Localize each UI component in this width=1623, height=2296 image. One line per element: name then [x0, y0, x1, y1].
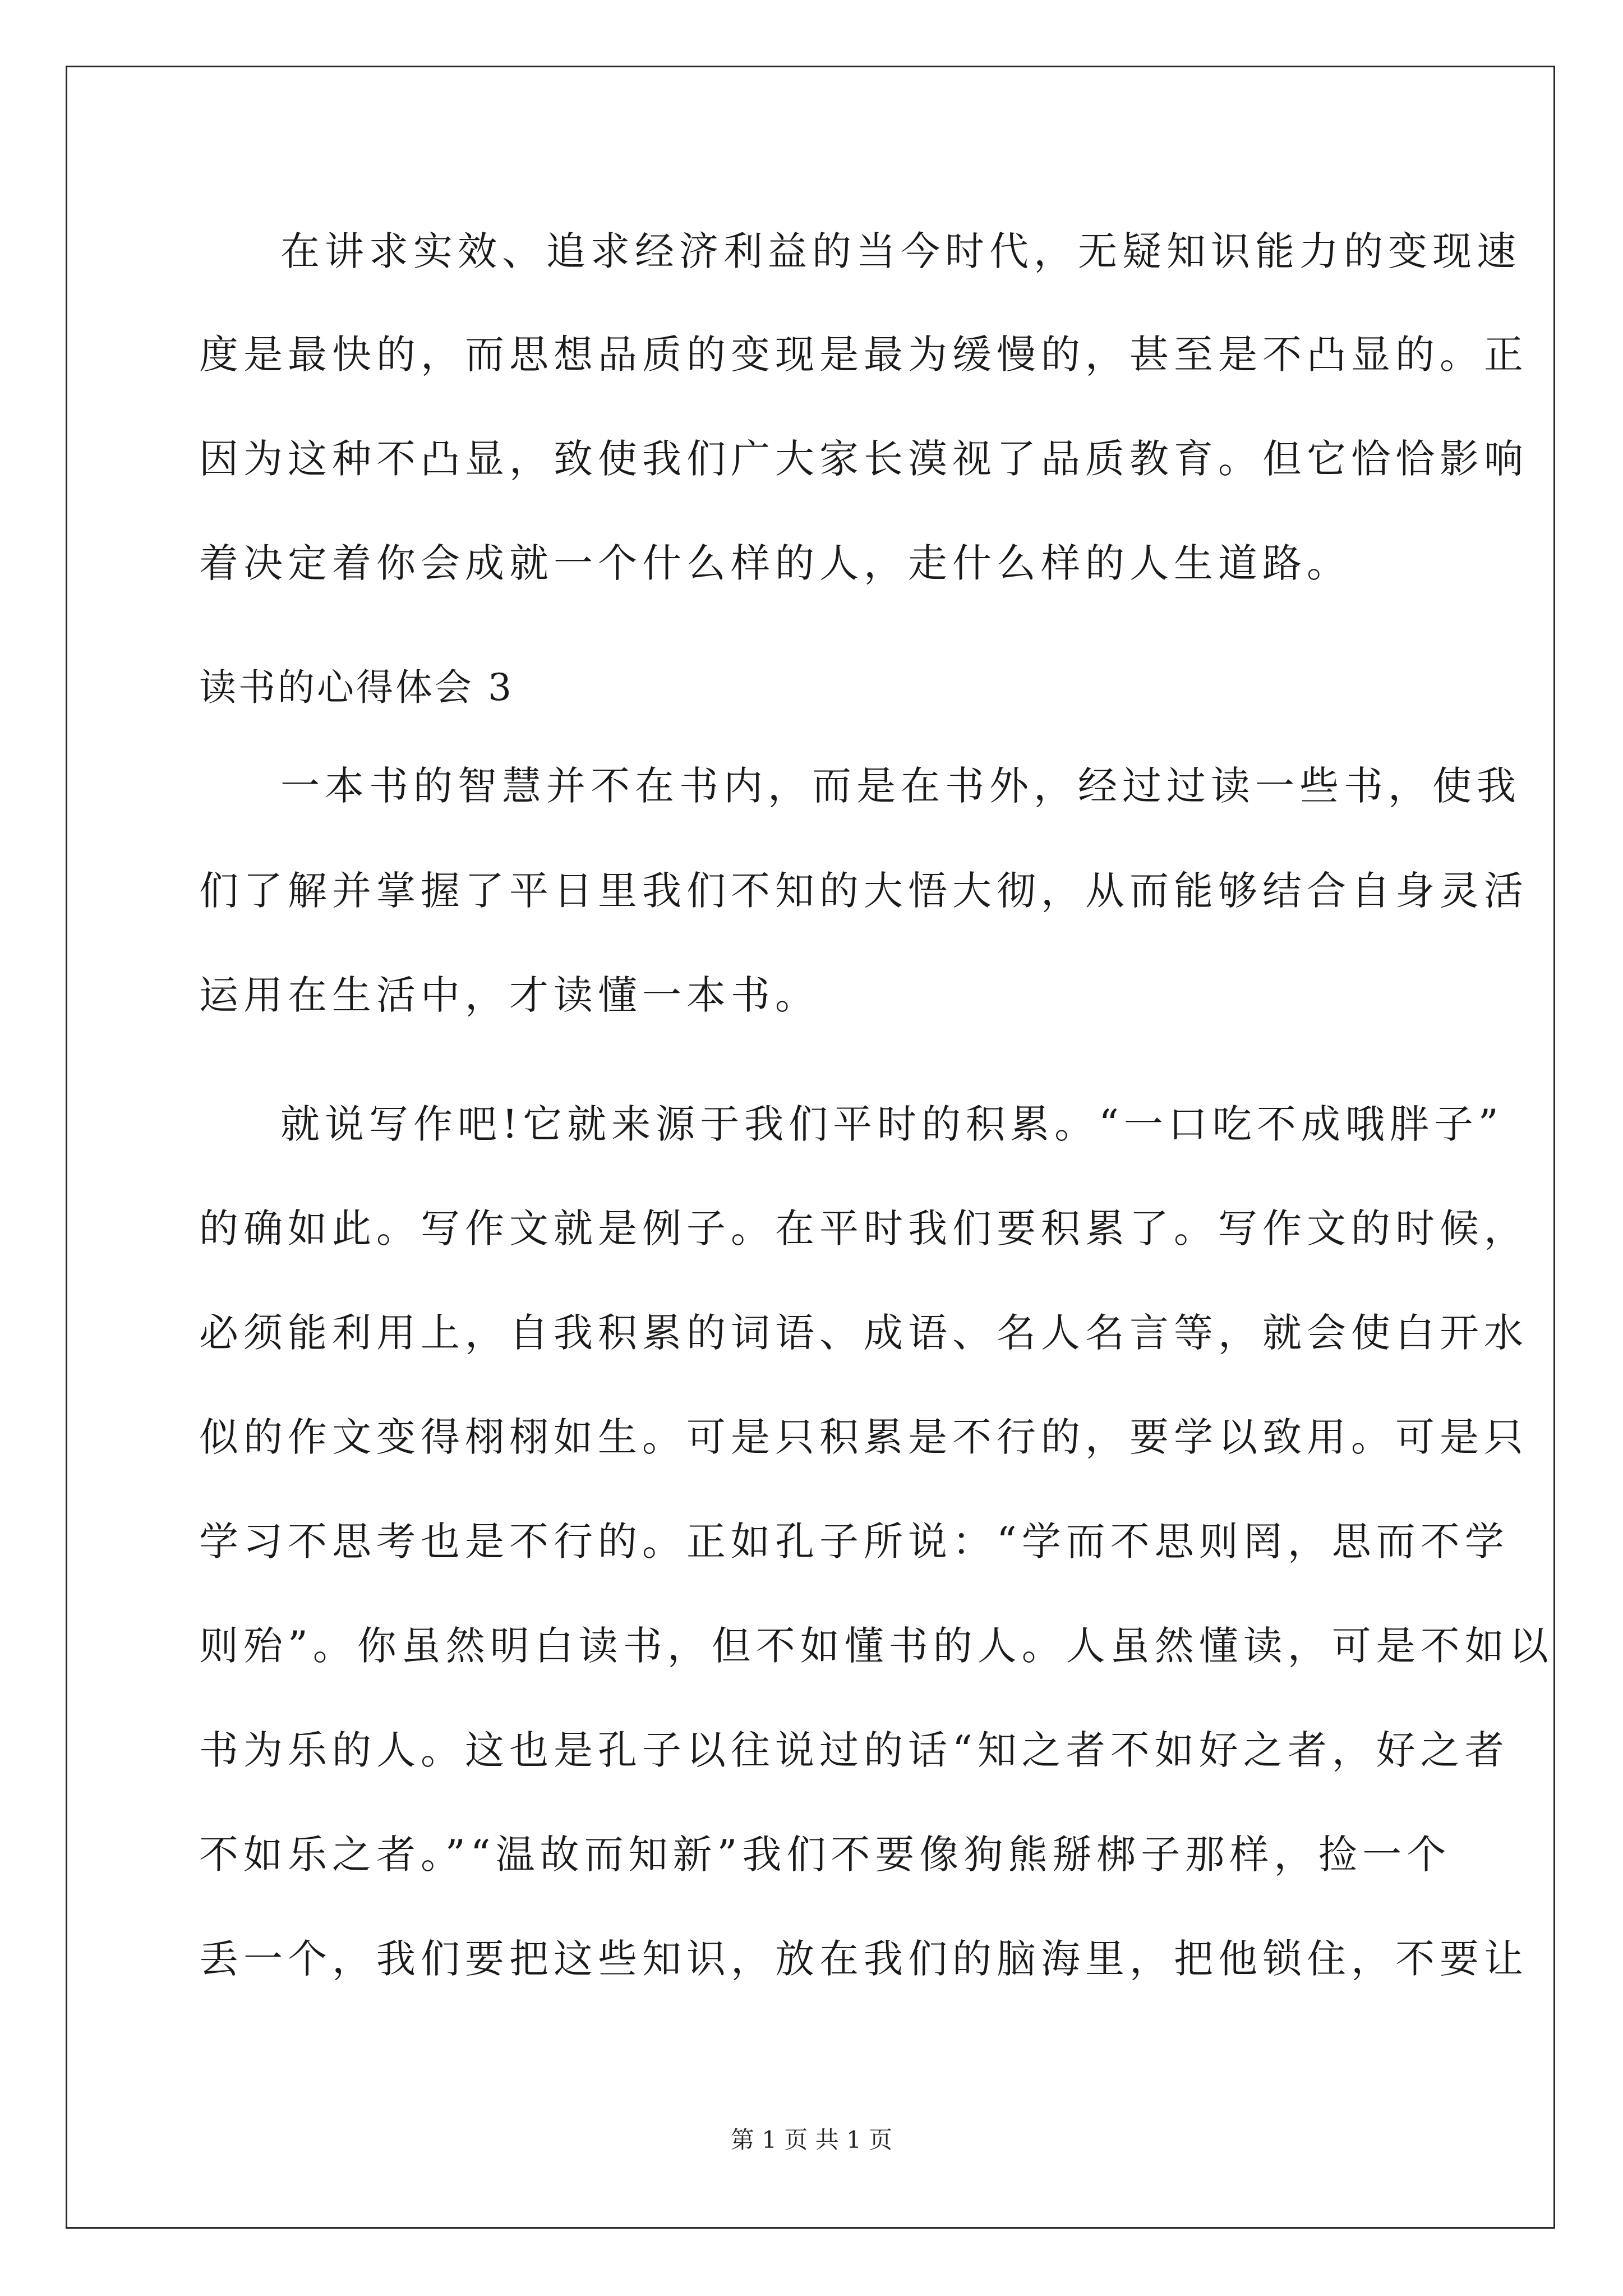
paragraph-3-line-7: 书为乐的人。这也是孔子以往说过的话“知之者不如好之者，好之者: [199, 1727, 1509, 1773]
paragraph-3-line-1: 就说写作吧!它就来源于我们平时的积累。“一口吃不成哦胖子”: [280, 1101, 1504, 1147]
paragraph-3-line-9: 丢一个，我们要把这些知识，放在我们的脑海里，把他锁住，不要让: [199, 1936, 1528, 1982]
paragraph-3-line-3: 必须能利用上，自我积累的词语、成语、名人名言等，就会使白开水: [199, 1310, 1528, 1356]
paragraph-3-line-8: 不如乐之者。”“温故而知新”我们不要像狗熊掰梆子那样，捡一个: [199, 1832, 1451, 1878]
paragraph-3-line-2: 的确如此。写作文就是例子。在平时我们要积累了。写作文的时候，: [199, 1205, 1528, 1251]
paragraph-2-line-1: 一本书的智慧并不在书内，而是在书外，经过过读一些书，使我: [280, 763, 1521, 809]
paragraph-1-line-3: 因为这种不凸显，致使我们广大家长漠视了品质教育。但它恰恰影响: [199, 436, 1528, 482]
section-heading: 读书的心得体会 3: [199, 666, 514, 709]
paragraph-1-line-4: 着决定着你会成就一个什么样的人，走什么样的人生道路。: [199, 540, 1351, 586]
paragraph-2-line-2: 们了解并掌握了平日里我们不知的大悟大彻，从而能够结合自身灵活: [199, 868, 1528, 914]
page-number-footer: 第 1 页 共 1 页: [730, 2126, 893, 2154]
paragraph-1-line-2: 度是最快的，而思想品质的变现是最为缓慢的，甚至是不凸显的。正: [199, 332, 1528, 378]
paragraph-2-line-3: 运用在生活中，才读懂一本书。: [199, 972, 819, 1018]
paragraph-1-line-1: 在讲求实效、追求经济利益的当今时代，无疑知识能力的变现速: [280, 228, 1521, 274]
paragraph-3-line-4: 似的作文变得栩栩如生。可是只积累是不行的，要学以致用。可是只: [199, 1414, 1528, 1460]
paragraph-3-line-6: 则殆”。你虽然明白读书，但不如懂书的人。人虽然懂读，可是不如以: [199, 1623, 1553, 1669]
paragraph-3-line-5: 学习不思考也是不行的。正如孔子所说：“学而不思则罔，思而不学: [199, 1519, 1509, 1565]
